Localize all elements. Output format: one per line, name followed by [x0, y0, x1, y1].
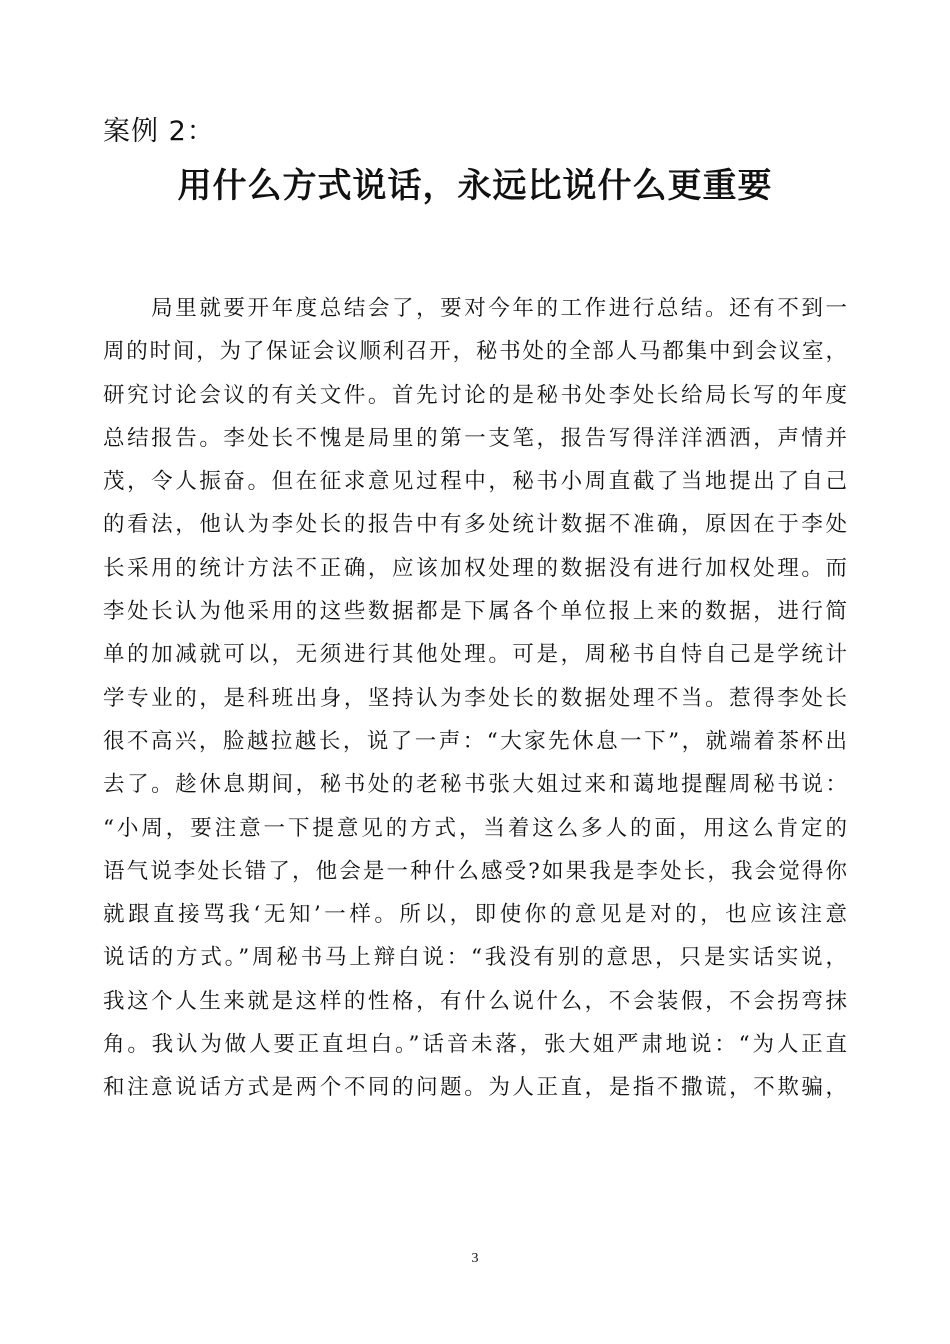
- text-line: 说话的方式。”周秘书马上辩白说：“我没有别的意思，只是实话实说，: [103, 945, 847, 971]
- page-number: 3: [471, 1251, 479, 1266]
- text-line: 就跟直接骂我‘无知’一样。所以，即使你的意见是对的，也应该注意: [103, 902, 847, 928]
- text-line: 李处长认为他采用的这些数据都是下属各个单位报上来的数据，进行简: [103, 599, 847, 625]
- text-line: 的看法，他认为李处长的报告中有多处统计数据不准确，原因在于李处: [103, 512, 847, 538]
- text-line: 语气说李处长错了，他会是一种什么感受?如果我是李处长，我会觉得你: [103, 858, 847, 884]
- text-line: 茂，令人振奋。但在征求意见过程中，秘书小周直截了当地提出了自己: [103, 469, 847, 495]
- body-paragraph: [103, 287, 847, 1110]
- text-line: 去了。趁休息期间，秘书处的老秘书张大姐过来和蔼地提醒周秘书说：: [103, 772, 847, 798]
- text-line: 长采用的统计方法不正确，应该加权处理的数据没有进行加权处理。而: [103, 555, 847, 581]
- text-line: 单的加减就可以，无须进行其他处理。可是，周秘书自恃自己是学统计: [103, 642, 847, 668]
- text-line: 局里就要开年度总结会了，要对今年的工作进行总结。还有不到一: [103, 296, 847, 321]
- text-line: 总结报告。李处长不愧是局里的第一支笔，报告写得洋洋洒洒，声情并: [103, 425, 847, 451]
- text-line: 周的时间，为了保证会议顺利召开，秘书处的全部人马都集中到会议室，: [103, 339, 847, 365]
- case-label: 案例 2：: [103, 116, 215, 147]
- text-line: 角。我认为做人要正直坦白。”话音未落，张大姐严肃地说：“为人正直: [103, 1032, 847, 1058]
- document-title: 用什么方式说话，永远比说什么更重要: [177, 166, 773, 206]
- text-line: 很不高兴，脸越拉越长，说了一声：“大家先休息一下”，就端着茶杯出: [103, 728, 847, 754]
- text-line: 学专业的，是科班出身，坚持认为李处长的数据处理不当。惹得李处长: [103, 685, 847, 711]
- text-line: 研究讨论会议的有关文件。首先讨论的是秘书处李处长给局长写的年度: [103, 382, 847, 408]
- text-line: 我这个人生来就是这样的性格，有什么说什么，不会装假，不会拐弯抹: [103, 988, 847, 1014]
- text-line: “小周，要注意一下提意见的方式，当着这么多人的面，用这么肯定的: [103, 815, 847, 841]
- text-line: 和注意说话方式是两个不同的问题。为人正直，是指不撒谎，不欺骗，: [103, 1075, 847, 1101]
